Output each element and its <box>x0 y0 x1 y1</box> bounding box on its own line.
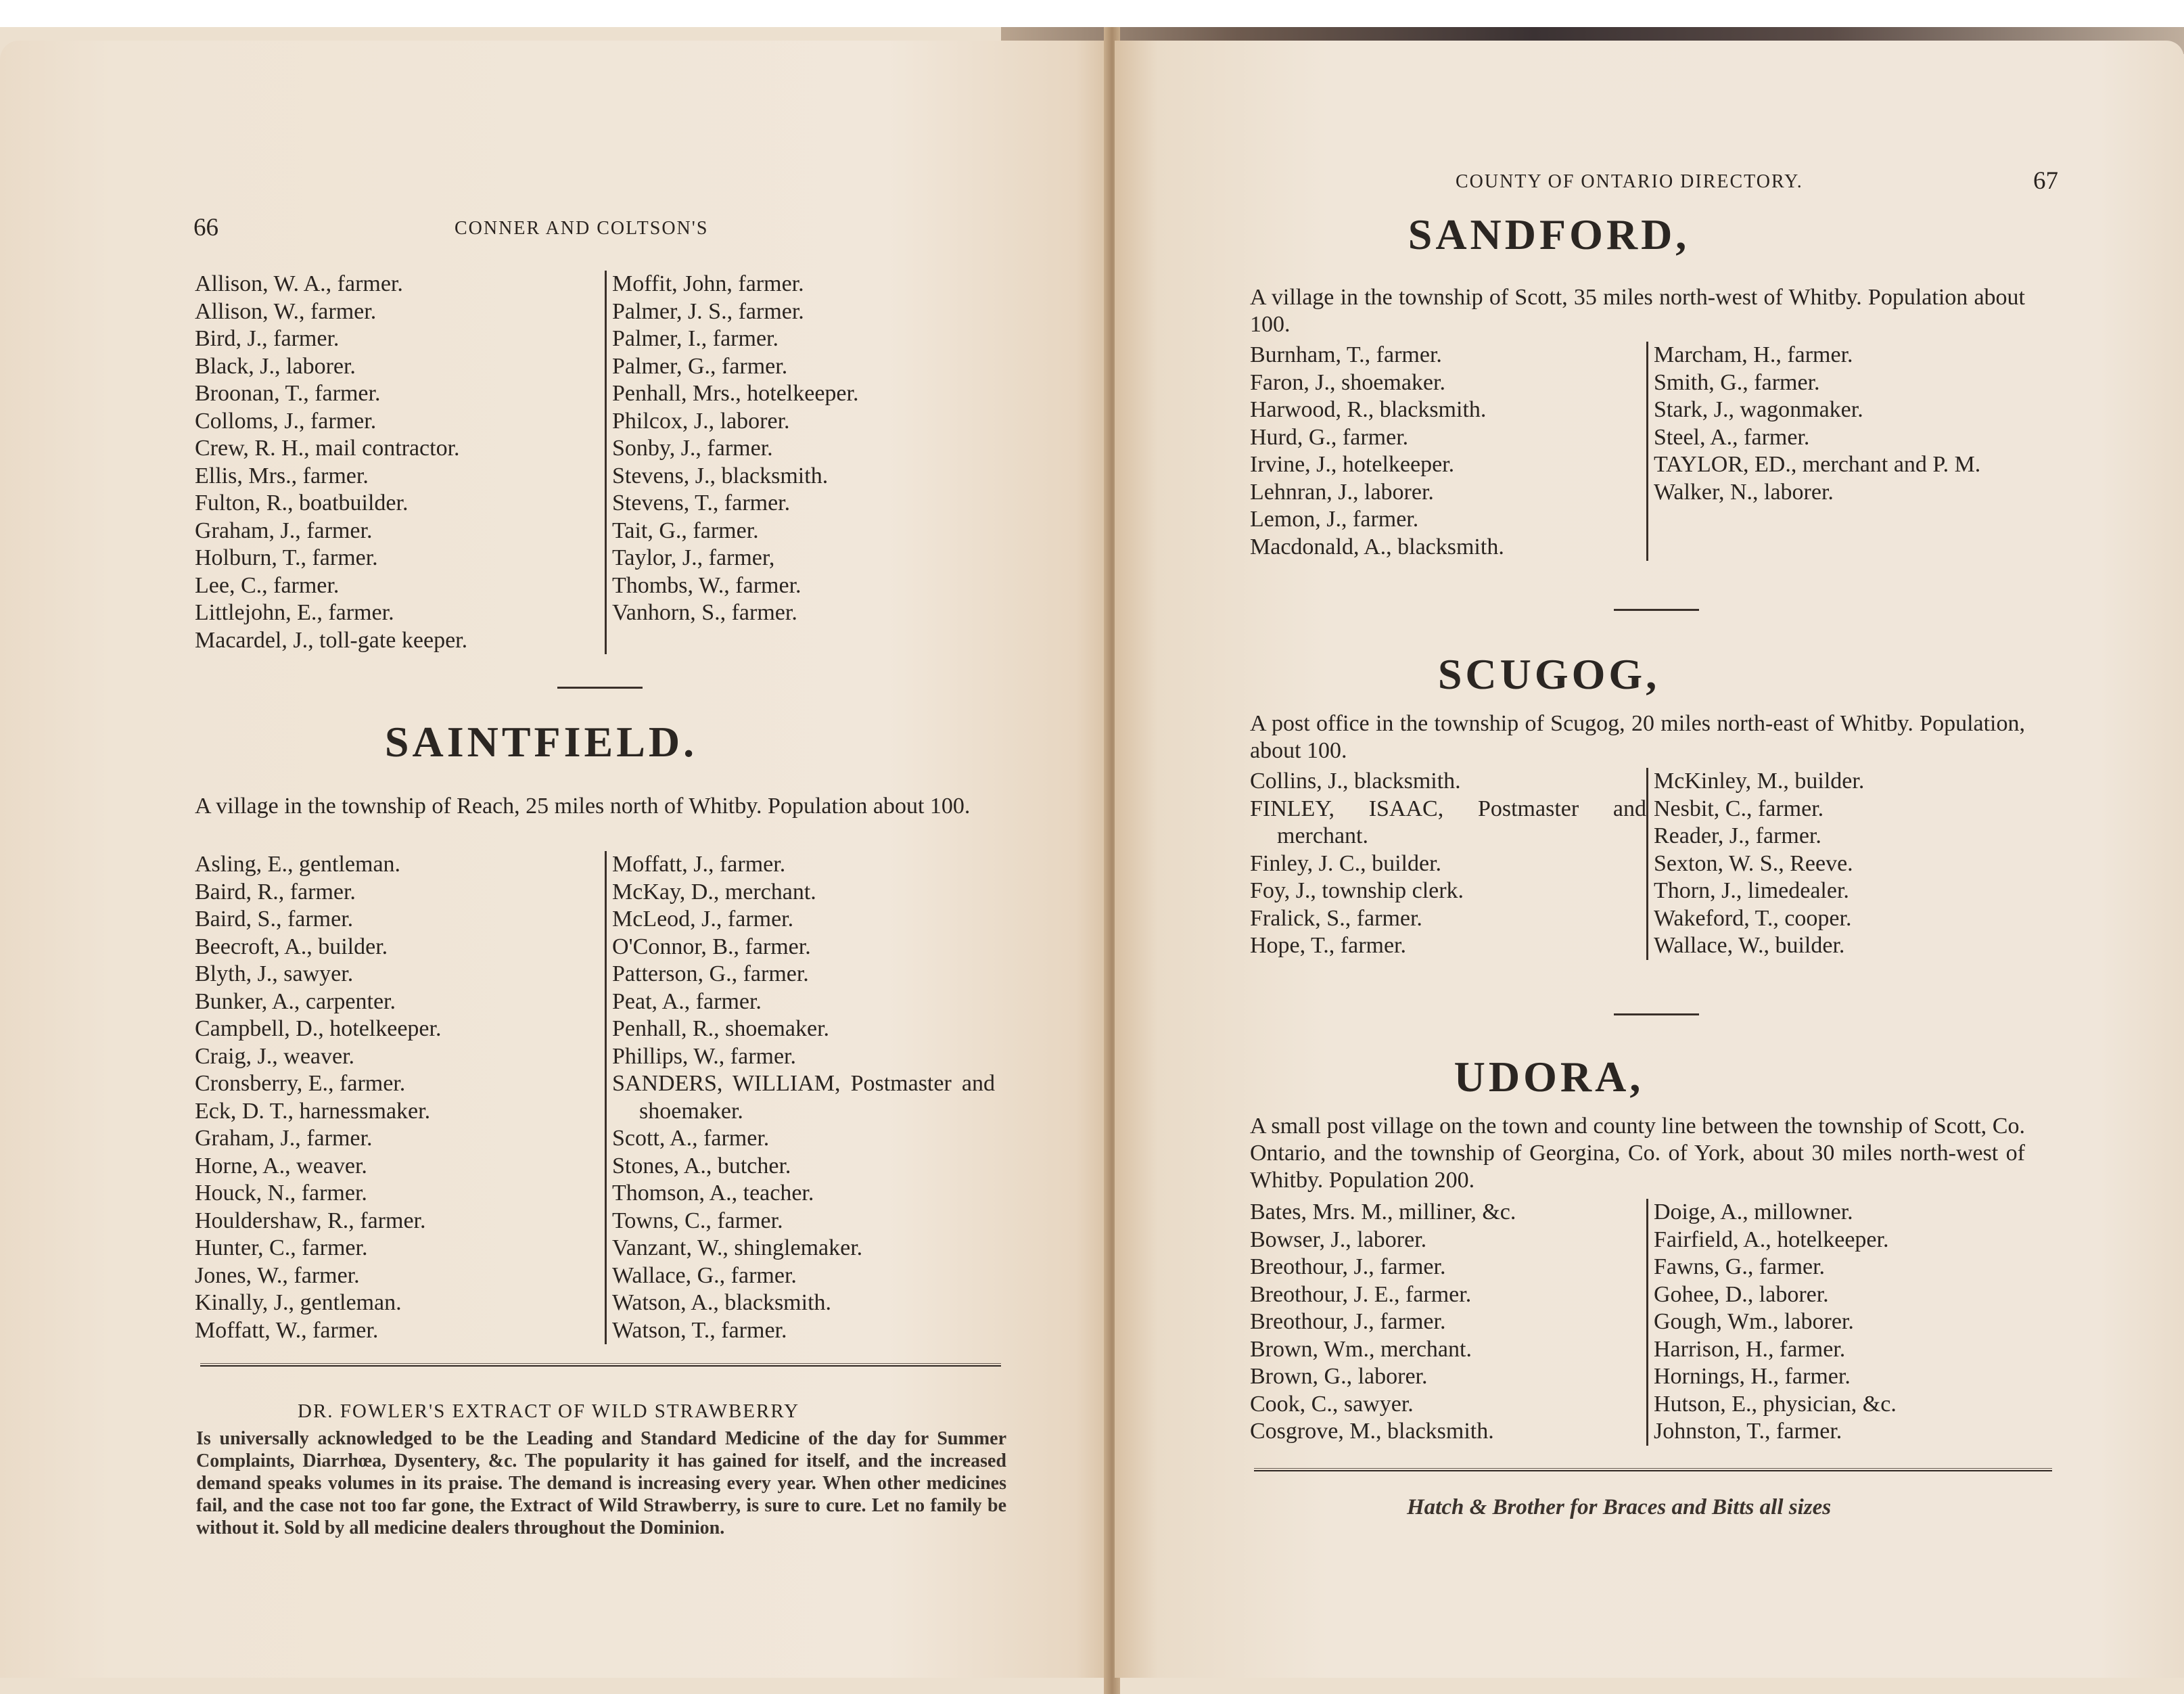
directory-entry: Harrison, H., farmer. <box>1654 1336 1846 1362</box>
directory-entry: Hutson, E., physician, &c. <box>1654 1391 1897 1417</box>
directory-entry: Bates, Mrs. M., milliner, &c. <box>1250 1199 1516 1224</box>
directory-entry: Stevens, T., farmer. <box>612 490 791 516</box>
directory-entry: Houldershaw, R., farmer. <box>195 1208 426 1233</box>
directory-entry: Finley, J. C., builder. <box>1250 850 1442 876</box>
directory-entry: Walker, N., laborer. <box>1654 479 1834 505</box>
directory-entry: Allison, W., farmer. <box>195 298 377 324</box>
directory-entry: Vanhorn, S., farmer. <box>612 600 797 625</box>
directory-entry: Peat, A., farmer. <box>612 988 762 1014</box>
directory-entry: Penhall, Mrs., hotelkeeper. <box>612 381 859 406</box>
continued-right-column <box>605 271 1004 654</box>
directory-entry: Graham, J., farmer. <box>195 518 373 543</box>
directory-entry: Palmer, J. S., farmer. <box>612 298 804 324</box>
directory-entry: Blyth, J., sawyer. <box>195 961 354 986</box>
saintfield-title: SAINTFIELD. <box>384 718 698 766</box>
directory-entry: Houck, N., farmer. <box>195 1181 367 1206</box>
directory-entry: Holburn, T., farmer. <box>195 545 378 570</box>
directory-entry: Cronsberry, E., farmer. <box>195 1071 406 1096</box>
directory-entry: Fawns, G., farmer. <box>1654 1254 1826 1279</box>
udora-entries <box>1250 1199 2032 1446</box>
directory-entry: Black, J., laborer. <box>195 353 356 379</box>
directory-entry: Ellis, Mrs., farmer. <box>195 463 369 488</box>
directory-entry: Watson, A., blacksmith. <box>612 1290 832 1315</box>
saintfield-left-column <box>195 851 605 1344</box>
directory-entry: Broonan, T., farmer. <box>195 381 381 406</box>
directory-entry: Scott, A., farmer. <box>612 1126 770 1151</box>
directory-entry: Macardel, J., toll-gate keeper. <box>195 627 468 653</box>
directory-entry: Littlejohn, E., farmer. <box>195 600 394 625</box>
directory-entry: Baird, R., farmer. <box>195 879 356 905</box>
directory-entry: Philcox, J., laborer. <box>612 408 790 434</box>
left-page <box>0 41 1109 1678</box>
directory-entry: Lee, C., farmer. <box>195 572 340 598</box>
scugog-title: SCUGOG, <box>1437 650 1660 698</box>
directory-entry: Smith, G., farmer. <box>1654 369 1820 395</box>
udora-title: UDORA, <box>1454 1053 1644 1101</box>
directory-entry: Penhall, R., shoemaker. <box>612 1016 830 1041</box>
directory-entry: Stevens, J., blacksmith. <box>612 463 829 488</box>
directory-entry: Wallace, G., farmer. <box>612 1262 797 1288</box>
directory-entry: Sexton, W. S., Reeve. <box>1654 850 1853 876</box>
directory-entry: Colloms, J., farmer. <box>195 408 377 434</box>
directory-entry: Johnston, T., farmer. <box>1654 1419 1842 1444</box>
directory-entry: Irvine, J., hotelkeeper. <box>1250 452 1455 477</box>
directory-entry: McLeod, J., farmer. <box>612 907 794 932</box>
right-page <box>1115 41 2184 1678</box>
directory-entry: Beecroft, A., builder. <box>195 934 388 959</box>
directory-entry: Eck, D. T., harnessmaker. <box>195 1098 431 1124</box>
directory-entry: FINLEY, ISAAC, Postmaster and merchant. <box>1250 796 1646 848</box>
directory-entry: Moffatt, W., farmer. <box>195 1317 379 1343</box>
directory-entry: Moffatt, J., farmer. <box>612 852 786 877</box>
directory-entry: Macdonald, A., blacksmith. <box>1250 534 1504 559</box>
advertisement-title: DR. FOWLER'S EXTRACT OF WILD STRAWBERRY <box>298 1400 800 1422</box>
directory-entry: McKinley, M., builder. <box>1654 769 1865 794</box>
directory-entry: Marcham, H., farmer. <box>1654 342 1853 367</box>
footer-rule <box>1254 1468 2052 1471</box>
directory-entry: Cook, C., sawyer. <box>1250 1391 1414 1417</box>
page-number-right: 67 <box>2033 167 2058 195</box>
directory-entry: Allison, W. A., farmer. <box>195 271 403 296</box>
saintfield-right-column <box>605 851 995 1344</box>
section-divider <box>557 687 643 689</box>
directory-entry: Watson, T., farmer. <box>612 1317 787 1343</box>
directory-entry: Vanzant, W., shinglemaker. <box>612 1235 863 1260</box>
directory-entry: Palmer, I., farmer. <box>612 326 779 351</box>
directory-entry: Hurd, G., farmer. <box>1250 424 1409 450</box>
directory-entry: Bowser, J., laborer. <box>1250 1227 1427 1252</box>
directory-entry: Reader, J., farmer. <box>1654 823 1821 848</box>
directory-entry: Wallace, W., builder. <box>1654 933 1845 958</box>
section-divider <box>1614 1013 1699 1015</box>
udora-right-column <box>1646 1199 2032 1446</box>
directory-entry: Brown, Wm., merchant. <box>1250 1336 1472 1362</box>
saintfield-entries <box>195 851 995 1344</box>
directory-entry: O'Connor, B., farmer. <box>612 934 811 959</box>
directory-entry: Lemon, J., farmer. <box>1250 507 1419 532</box>
continued-entries <box>195 271 1004 654</box>
directory-entry: Sonby, J., farmer. <box>612 436 773 461</box>
directory-entry: Foy, J., township clerk. <box>1250 878 1464 903</box>
directory-entry: Phillips, W., farmer. <box>612 1043 796 1069</box>
directory-entry: Steel, A., farmer. <box>1654 424 1810 450</box>
directory-entry: Baird, S., farmer. <box>195 907 354 932</box>
advertisement-body: Is universally acknowledged to be the Leading and Standard Medicine of the day for Summer Complaints, Diarrhœa, Dysentery, &c. The popularity it has gained for itself, and the increased demand speaks volumes in its praise. The demand is increasing every year. When other medicines fail, and the case not too far gone, the Extract of Wild Strawberry, is sure to cure. Let no family be without it. Sold by all medicine dealers throughout the Dominion. <box>196 1428 1006 1538</box>
directory-entry: Fulton, R., boatbuilder. <box>195 490 409 516</box>
running-head-left: CONNER AND COLTSON'S <box>455 218 709 239</box>
running-head-right: COUNTY OF ONTARIO DIRECTORY. <box>1456 171 1803 192</box>
scugog-intro: A post office in the township of Scugog, 20 miles north-east of Whitby. Population, about 100. <box>1250 711 2025 763</box>
directory-entry: Burnham, T., farmer. <box>1250 342 1442 367</box>
footer-advertisement: Hatch & Brother for Braces and Bitts all sizes <box>1407 1495 1832 1519</box>
directory-entry: Stones, A., butcher. <box>612 1153 791 1178</box>
directory-entry: Doige, A., millowner. <box>1654 1199 1853 1224</box>
directory-entry: Fairfield, A., hotelkeeper. <box>1654 1227 1889 1252</box>
directory-entry: Moffit, John, farmer. <box>612 271 804 296</box>
directory-entry: Brown, G., laborer. <box>1250 1364 1428 1389</box>
section-divider <box>1614 609 1699 611</box>
sandford-left-column <box>1250 342 1646 561</box>
directory-entry: Cosgrove, M., blacksmith. <box>1250 1419 1494 1444</box>
directory-entry: Campbell, D., hotelkeeper. <box>195 1016 442 1041</box>
scugog-left-column <box>1250 768 1646 960</box>
advertisement-rule <box>200 1363 1001 1367</box>
directory-entry: Patterson, G., farmer. <box>612 961 809 986</box>
directory-entry: Fralick, S., farmer. <box>1250 905 1422 931</box>
sandford-right-column <box>1646 342 2032 561</box>
directory-entry: Stark, J., wagonmaker. <box>1654 397 1863 422</box>
directory-entry: Collins, J., blacksmith. <box>1250 769 1461 794</box>
directory-entry: McKay, D., merchant. <box>612 879 816 905</box>
directory-entry: Harwood, R., blacksmith. <box>1250 397 1487 422</box>
udora-intro: A small post village on the town and county line between the township of Scott, Co. Ontario, and the township of Georgina, Co. of York, about 30 miles north-west of Whitby. Population 200. <box>1250 1114 2025 1193</box>
directory-entry: Thombs, W., farmer. <box>612 572 801 598</box>
scugog-right-column <box>1646 768 2032 960</box>
directory-entry: Bird, J., farmer. <box>195 326 340 351</box>
sandford-title: SANDFORD, <box>1408 210 1690 258</box>
sandford-intro: A village in the township of Scott, 35 miles north-west of Whitby. Population about 100. <box>1250 285 2025 337</box>
directory-entry: Thomson, A., teacher. <box>612 1181 814 1206</box>
directory-entry: Crew, R. H., mail contractor. <box>195 436 460 461</box>
directory-entry: Graham, J., farmer. <box>195 1126 373 1151</box>
directory-entry: Kinally, J., gentleman. <box>195 1290 402 1315</box>
page-number-left: 66 <box>193 214 218 242</box>
directory-entry: Breothour, J., farmer. <box>1250 1309 1446 1334</box>
directory-entry: TAYLOR, ED., merchant and P. M. <box>1654 452 1981 477</box>
directory-entry: Faron, J., shoemaker. <box>1250 369 1445 395</box>
udora-left-column <box>1250 1199 1646 1446</box>
directory-entry: Breothour, J., farmer. <box>1250 1254 1446 1279</box>
directory-entry: Breothour, J. E., farmer. <box>1250 1281 1472 1307</box>
directory-entry: Bunker, A., carpenter. <box>195 988 396 1014</box>
directory-entry: Hunter, C., farmer. <box>195 1235 368 1260</box>
directory-entry: Palmer, G., farmer. <box>612 353 788 379</box>
directory-entry: Hornings, H., farmer. <box>1654 1364 1851 1389</box>
directory-entry: Horne, A., weaver. <box>195 1153 367 1178</box>
continued-left-column <box>195 271 605 654</box>
directory-entry: Nesbit, C., farmer. <box>1654 796 1824 821</box>
directory-entry: Gough, Wm., laborer. <box>1654 1309 1854 1334</box>
directory-entry: Jones, W., farmer. <box>195 1262 360 1288</box>
open-book <box>0 27 2184 1694</box>
directory-entry: Lehnran, J., laborer. <box>1250 479 1434 505</box>
scugog-entries <box>1250 768 2032 960</box>
directory-entry: Asling, E., gentleman. <box>195 852 401 877</box>
directory-entry: Wakeford, T., cooper. <box>1654 905 1852 931</box>
directory-entry: Towns, C., farmer. <box>612 1208 783 1233</box>
directory-entry: Tait, G., farmer. <box>612 518 759 543</box>
directory-entry: Gohee, D., laborer. <box>1654 1281 1829 1307</box>
directory-entry: SANDERS, WILLIAM, Postmaster and shoemaker. <box>612 1071 995 1124</box>
directory-entry: Hope, T., farmer. <box>1250 933 1406 958</box>
directory-entry: Craig, J., weaver. <box>195 1043 355 1069</box>
directory-entry: Thorn, J., limedealer. <box>1654 878 1849 903</box>
directory-entry: Taylor, J., farmer, <box>612 545 775 570</box>
sandford-entries <box>1250 342 2032 561</box>
saintfield-intro: A village in the township of Reach, 25 miles north of Whitby. Population about 100. <box>195 794 971 819</box>
